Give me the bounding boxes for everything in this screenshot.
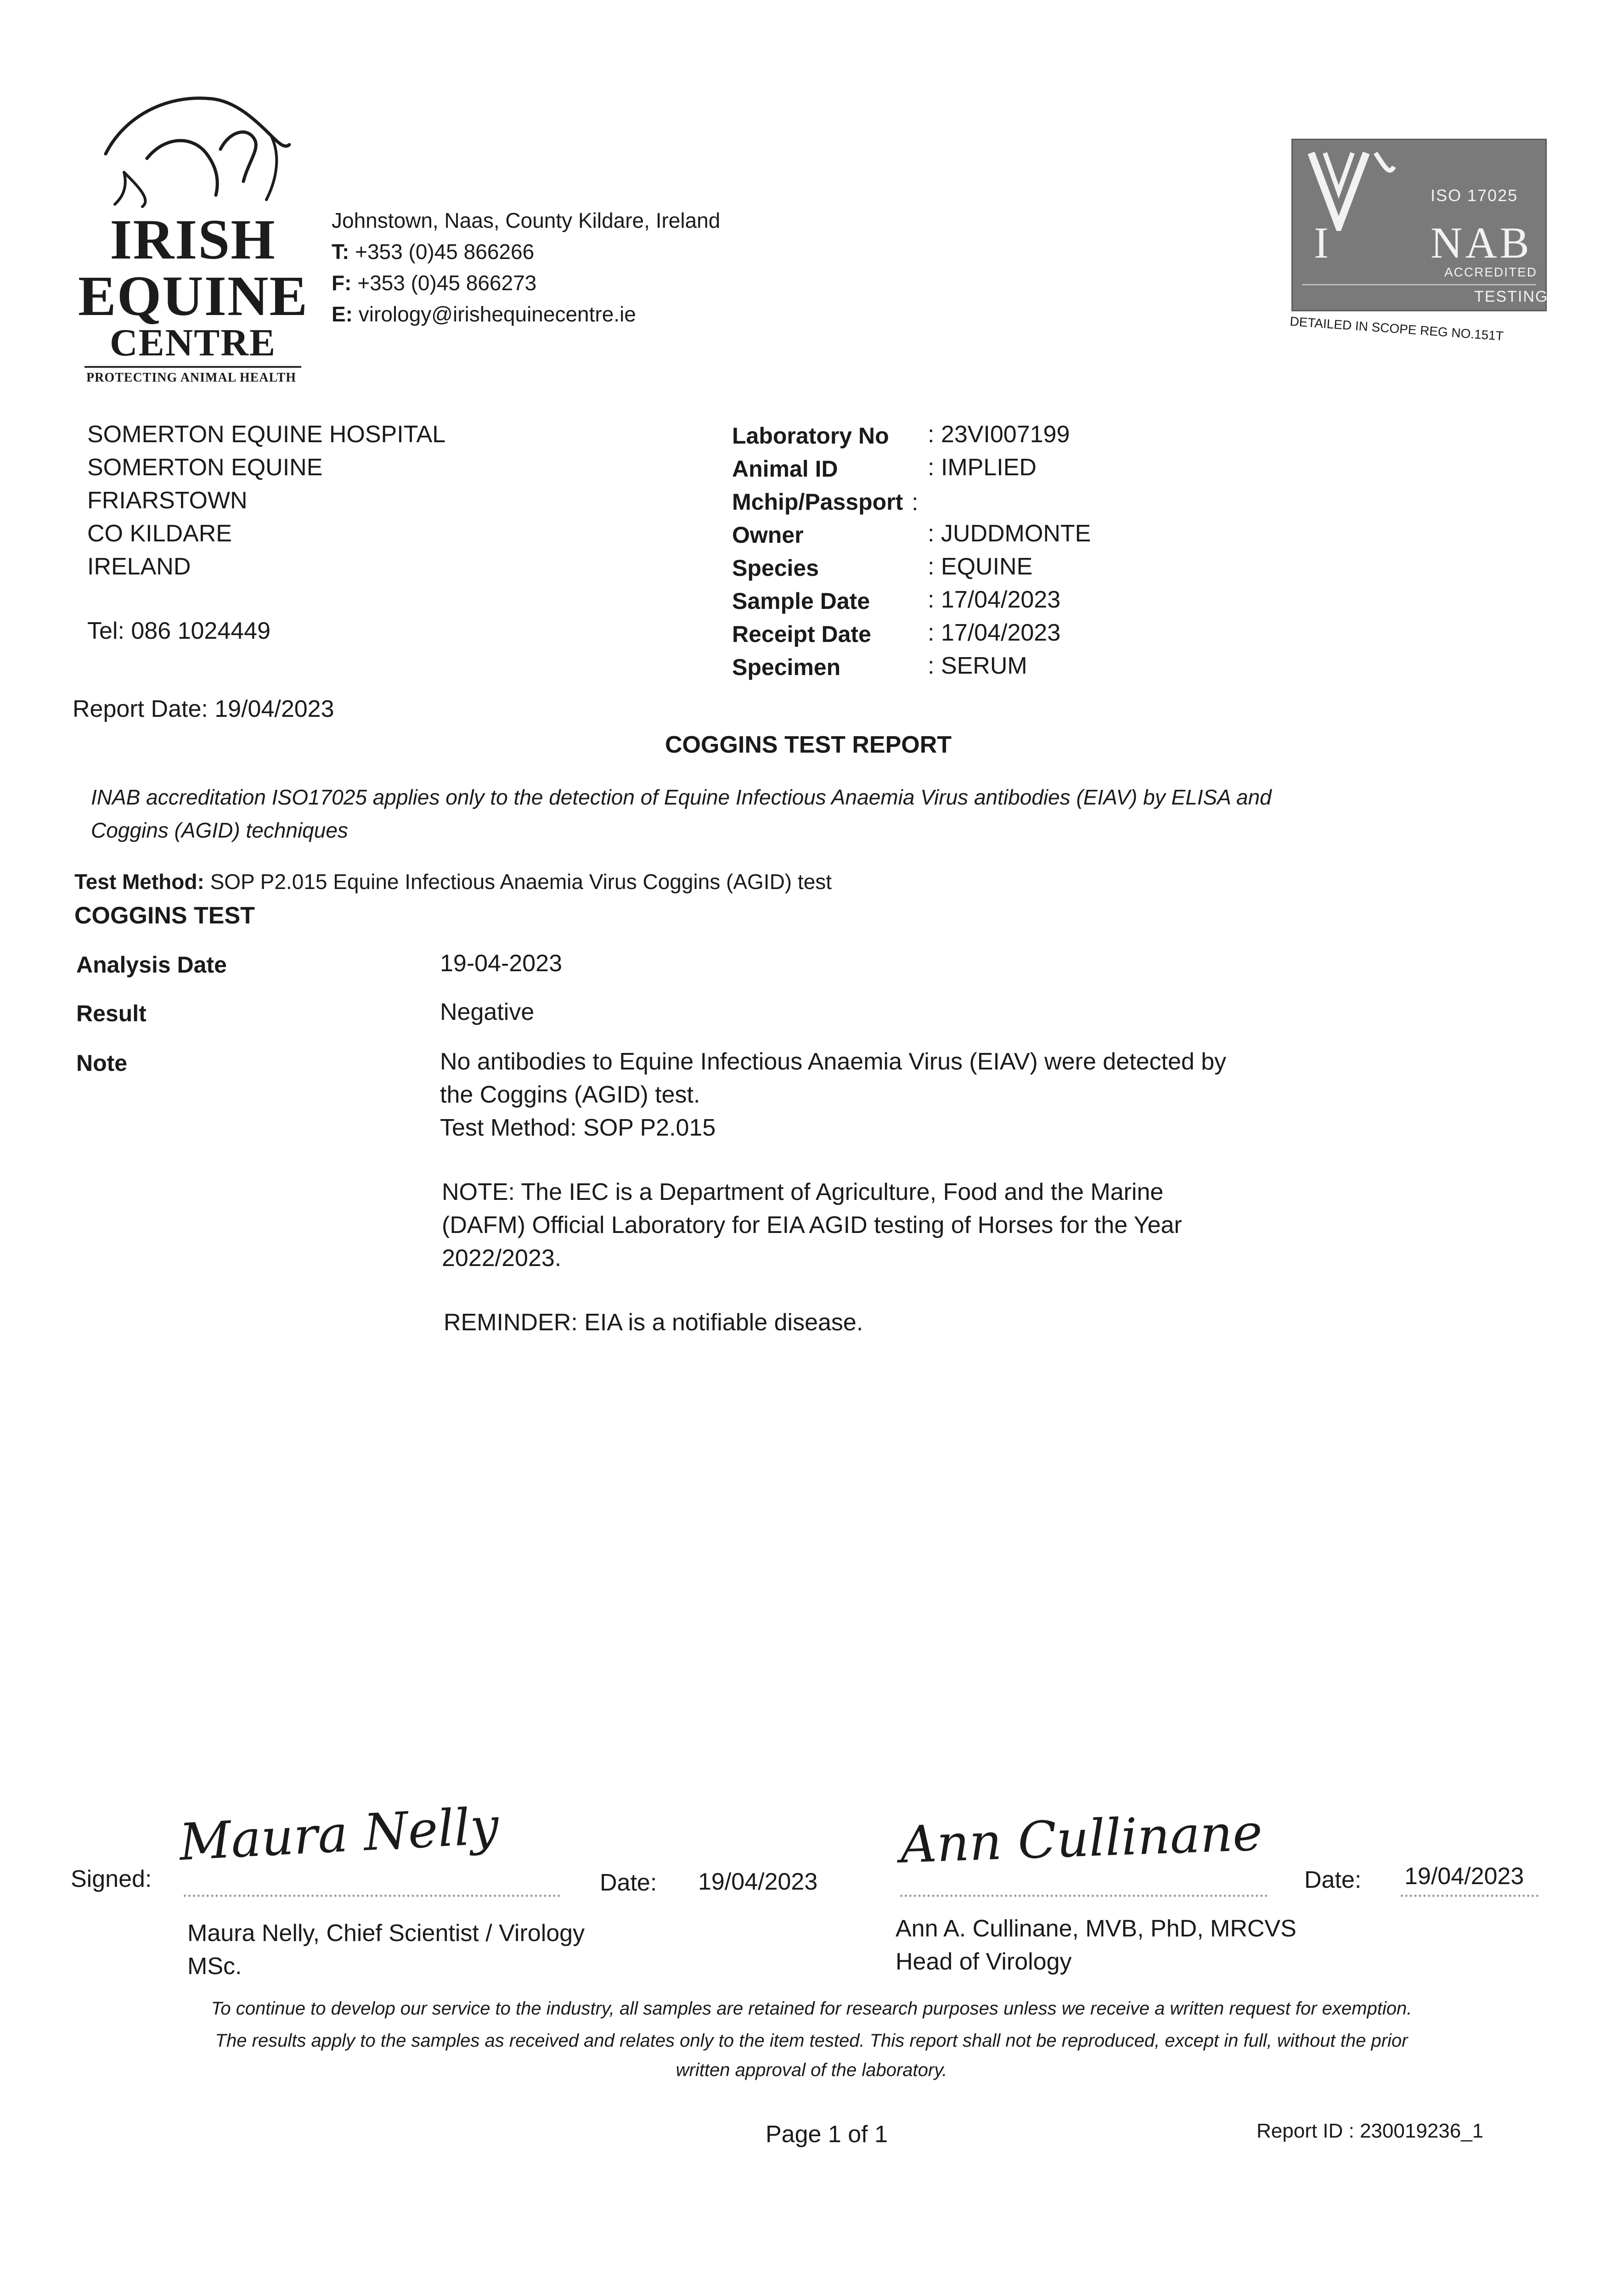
inab-scope-text: DETAILED IN SCOPE REG NO.151T	[1289, 314, 1504, 343]
left-signatory-qualification: MSc.	[187, 1953, 242, 1980]
label-species: Species	[732, 555, 819, 581]
inab-testing-label: TESTING	[1474, 288, 1549, 305]
footer-disclaimer-line-1: To continue to develop our service to the industry, all samples are retained for research purposes unless we receive a written request for exemption.	[211, 1998, 1412, 2019]
right-signature: Ann Cullinane	[899, 1803, 1264, 1874]
logo-tagline: PROTECTING ANIMAL HEALTH	[86, 371, 297, 385]
value-owner: : JUDDMONTE	[928, 520, 1091, 547]
left-signature: Maura Nelly	[178, 1796, 500, 1872]
accreditation-note-line-2: Coggins (AGID) techniques	[91, 818, 348, 842]
lab-email	[332, 299, 636, 329]
inab-divider	[1302, 284, 1536, 285]
value-mchip-passport: :	[912, 489, 919, 516]
right-date-line	[1401, 1895, 1538, 1897]
tel-value: +353 (0)45 866266	[355, 240, 535, 264]
result-label: Result	[76, 1001, 147, 1026]
left-signatory-name: Maura Nelly, Chief Scientist / Virology	[187, 1920, 585, 1947]
lab-fax	[332, 268, 536, 298]
logo-word-irish: IRISH	[110, 208, 276, 271]
left-date-label: Date:	[600, 1869, 657, 1896]
value-specimen: : SERUM	[928, 653, 1027, 679]
recipient-telephone: Tel: 086 1024449	[87, 618, 271, 644]
label-specimen: Specimen	[732, 654, 841, 680]
note-label: Note	[76, 1050, 128, 1076]
note-line-3: Test Method: SOP P2.015	[440, 1114, 716, 1141]
recipient-line-2: SOMERTON EQUINE	[87, 454, 323, 481]
note-line-1: No antibodies to Equine Infectious Anaemia Virus (EIAV) were detected by	[440, 1048, 1227, 1075]
horse-logo-icon	[96, 85, 294, 209]
note-line-6: 2022/2023.	[442, 1245, 562, 1272]
fax-value: +353 (0)45 866273	[357, 271, 537, 295]
value-sample-date: : 17/04/2023	[928, 586, 1061, 613]
result-value: Negative	[440, 999, 535, 1025]
note-line-2: the Coggins (AGID) test.	[440, 1081, 700, 1108]
recipient-line-3: FRIARSTOWN	[87, 487, 248, 514]
test-method-value: SOP P2.015 Equine Infectious Anaemia Virus Coggins (AGID) test	[210, 870, 832, 894]
report-title: COGGINS TEST REPORT	[665, 732, 952, 758]
right-signatory-title: Head of Virology	[896, 1948, 1072, 1975]
signed-label: Signed:	[71, 1866, 152, 1892]
value-laboratory-no: : 23VI007199	[928, 421, 1070, 448]
label-animal-id: Animal ID	[732, 456, 838, 482]
footer-disclaimer-line-3: written approval of the laboratory.	[676, 2060, 947, 2080]
right-date-label: Date:	[1304, 1867, 1362, 1893]
page-number: Page 1 of 1	[766, 2121, 888, 2148]
fax-label: F:	[332, 271, 352, 295]
inab-mark-right: NAB	[1431, 218, 1532, 267]
left-date-value: 19/04/2023	[698, 1868, 818, 1895]
email-value: virology@irishequinecentre.ie	[358, 302, 636, 326]
label-sample-date: Sample Date	[732, 588, 870, 614]
email-label: E:	[332, 302, 353, 326]
right-signature-line	[900, 1895, 1268, 1897]
lab-telephone	[332, 237, 534, 267]
note-line-7: REMINDER: EIA is a notifiable disease.	[444, 1309, 863, 1336]
label-owner: Owner	[732, 522, 804, 548]
analysis-date-value: 19-04-2023	[440, 950, 562, 977]
inab-accreditation-badge	[1291, 139, 1547, 311]
label-receipt-date: Receipt Date	[732, 621, 871, 647]
value-species: : EQUINE	[928, 553, 1033, 580]
logo-divider	[85, 366, 301, 368]
lab-address: Johnstown, Naas, County Kildare, Ireland	[332, 208, 721, 232]
report-date: Report Date: 19/04/2023	[73, 696, 334, 722]
test-method-label: Test Method:	[74, 870, 204, 894]
recipient-line-4: CO KILDARE	[87, 520, 232, 547]
analysis-date-label: Analysis Date	[76, 952, 227, 978]
value-receipt-date: : 17/04/2023	[928, 619, 1061, 646]
recipient-line-1: SOMERTON EQUINE HOSPITAL	[87, 421, 446, 448]
inab-mark-left: I	[1314, 218, 1331, 267]
left-signature-line	[184, 1895, 560, 1897]
logo-word-equine: EQUINE	[78, 264, 309, 327]
inab-accredited-label: ACCREDITED	[1444, 265, 1538, 279]
tel-label: T:	[332, 240, 349, 264]
note-line-4: NOTE: The IEC is a Department of Agriculture, Food and the Marine	[442, 1179, 1164, 1205]
footer-disclaimer-line-2: The results apply to the samples as received and relates only to the item tested. This report shall not be reproduced, except in full, without the prior	[215, 2031, 1408, 2051]
note-line-5: (DAFM) Official Laboratory for EIA AGID testing of Horses for the Year	[442, 1212, 1182, 1238]
test-method-line	[74, 867, 832, 897]
report-id: Report ID : 230019236_1	[1257, 2120, 1484, 2142]
label-laboratory-no: Laboratory No	[732, 423, 889, 449]
value-animal-id: : IMPLIED	[928, 454, 1037, 481]
right-signatory-name: Ann A. Cullinane, MVB, PhD, MRCVS	[896, 1915, 1296, 1942]
section-title: COGGINS TEST	[74, 902, 255, 929]
right-date-value: 19/04/2023	[1404, 1863, 1524, 1890]
logo-word-centre: CENTRE	[109, 321, 276, 364]
inab-iso-label: ISO 17025	[1431, 186, 1518, 205]
label-mchip-passport: Mchip/Passport	[732, 489, 903, 515]
recipient-line-5: IRELAND	[87, 553, 191, 580]
accreditation-note-line-1: INAB accreditation ISO17025 applies only to the detection of Equine Infectious Anaemia Virus antibodies (EIAV) by ELISA and	[91, 785, 1272, 809]
irish-equine-centre-logo	[78, 85, 308, 393]
